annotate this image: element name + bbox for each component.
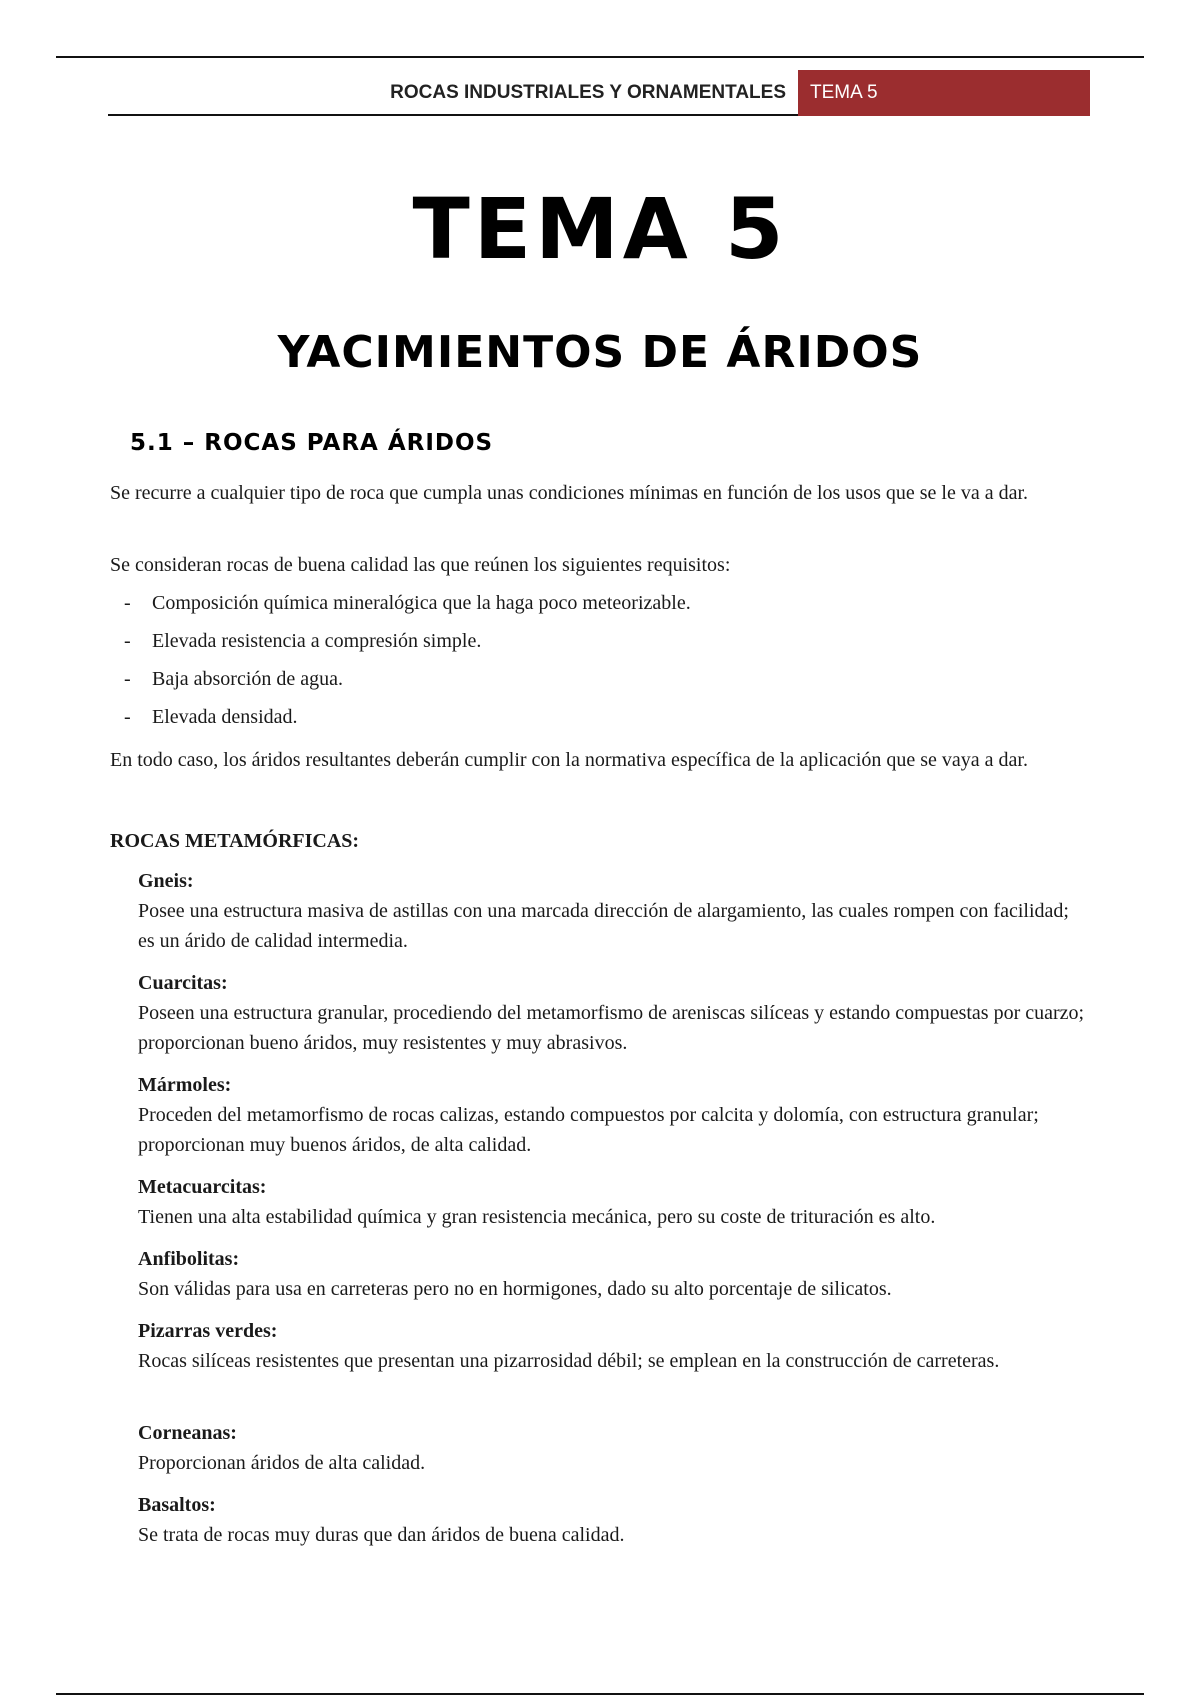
intro-paragraph bbox=[110, 478, 1090, 508]
rock-entry-pizarras-verdes bbox=[138, 1316, 1090, 1376]
rock-description: Se trata de rocas muy duras que dan áridos de buena calidad. bbox=[138, 1524, 625, 1546]
requirements-block bbox=[110, 550, 1090, 740]
header-underline bbox=[108, 114, 798, 116]
rock-description: Tienen una alta estabilidad química y gran resistencia mecánica, pero su coste de trituración es alto. bbox=[138, 1206, 936, 1228]
rock-entry-marmoles bbox=[138, 1070, 1090, 1160]
list-item: - Baja absorción de agua. bbox=[124, 668, 344, 690]
list-item-text: Composición química mineralógica que la haga poco meteorizable. bbox=[152, 592, 691, 614]
rock-name: Mármoles: bbox=[138, 1074, 232, 1096]
rock-entry-gneis bbox=[138, 866, 1090, 956]
rock-name: Corneanas: bbox=[138, 1422, 237, 1444]
list-item: - Composición química mineralógica que la haga poco meteorizable. bbox=[124, 592, 691, 614]
list-item-text: Baja absorción de agua. bbox=[152, 668, 344, 690]
list-item: - Elevada resistencia a compresión simple. bbox=[124, 630, 482, 652]
rock-description: Rocas silíceas resistentes que presentan una pizarrosidad débil; se emplean en la construcción de carreteras. bbox=[138, 1350, 1000, 1372]
rock-entry-metacuarcitas bbox=[138, 1172, 1090, 1232]
rock-entry-anfibolitas bbox=[138, 1244, 1090, 1304]
rock-entry-corneanas bbox=[138, 1418, 1090, 1478]
rock-name: Basaltos: bbox=[138, 1494, 216, 1516]
requirements-intro: Se consideran rocas de buena calidad las que reúnen los siguientes requisitos: bbox=[110, 554, 731, 576]
list-item: - Elevada densidad. bbox=[124, 706, 298, 728]
requirements-list bbox=[110, 588, 1090, 732]
header-tag: TEMA 5 bbox=[798, 70, 1090, 116]
rock-name: Anfibolitas: bbox=[138, 1248, 240, 1270]
rock-description: Posee una estructura masiva de astillas con una marcada dirección de alargamiento, las cuales rompen con facilidad; es un árido de calidad intermedia. bbox=[138, 900, 1069, 952]
rock-name: Pizarras verdes: bbox=[138, 1320, 278, 1342]
page-header bbox=[108, 70, 1090, 116]
rock-name: Gneis: bbox=[138, 870, 194, 892]
page-title: TEMA 5 bbox=[412, 180, 788, 278]
conclusion-text: En todo caso, los áridos resultantes deberán cumplir con la normativa específica de la aplicación que se vaya a dar. bbox=[110, 749, 1028, 771]
list-item-text: Elevada densidad. bbox=[152, 706, 298, 728]
page-subtitle: YACIMIENTOS DE ÁRIDOS bbox=[277, 327, 923, 378]
top-rule bbox=[56, 56, 1144, 58]
bottom-rule bbox=[56, 1693, 1144, 1695]
header-title: ROCAS INDUSTRIALES Y ORNAMENTALES bbox=[390, 82, 786, 103]
section-title: 5.1 – ROCAS PARA ÁRIDOS bbox=[130, 430, 494, 456]
list-item-text: Elevada resistencia a compresión simple. bbox=[152, 630, 482, 652]
rock-description: Proceden del metamorfismo de rocas calizas, estando compuestos por calcita y dolomía, con estructura granular; proporcionan muy buenos áridos, de alta calidad. bbox=[138, 1104, 1039, 1156]
rock-description: Son válidas para usa en carreteras pero no en hormigones, dado su alto porcentaje de silicatos. bbox=[138, 1278, 892, 1300]
rock-name: Metacuarcitas: bbox=[138, 1176, 267, 1198]
group-heading-block bbox=[110, 826, 1090, 856]
rock-entry-cuarcitas bbox=[138, 968, 1090, 1058]
intro-text: Se recurre a cualquier tipo de roca que cumpla unas condiciones mínimas en función de los usos que se le va a dar. bbox=[110, 482, 1029, 504]
group-heading: ROCAS METAMÓRFICAS: bbox=[110, 830, 360, 852]
rock-name: Cuarcitas: bbox=[138, 972, 228, 994]
rock-description: Proporcionan áridos de alta calidad. bbox=[138, 1452, 426, 1474]
rock-entry-basaltos bbox=[138, 1490, 1090, 1550]
conclusion-paragraph bbox=[110, 745, 1090, 775]
rock-description: Poseen una estructura granular, procediendo del metamorfismo de areniscas silíceas y estando compuestas por cuarzo; proporcionan bueno áridos, muy resistentes y muy abrasivos. bbox=[138, 1002, 1085, 1054]
